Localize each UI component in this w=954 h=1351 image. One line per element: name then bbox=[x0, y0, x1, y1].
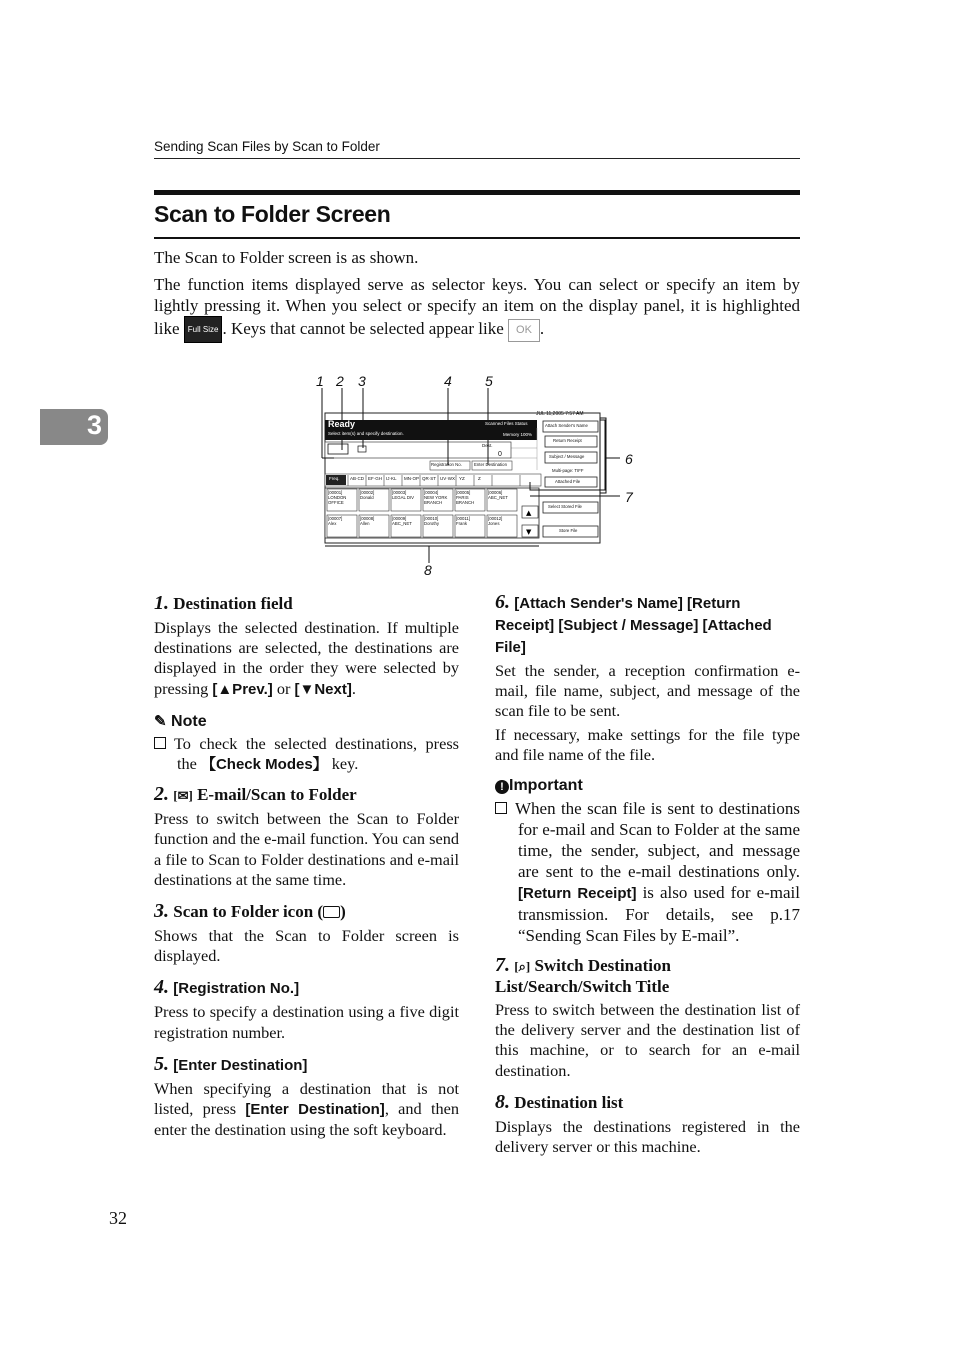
important-icon: ! bbox=[495, 780, 509, 794]
callout-3: 3 bbox=[358, 373, 366, 389]
item-6-body-1: Set the sender, a reception confirmation e-mail, file name, subject, and message of the scan file to be sent. bbox=[495, 661, 800, 721]
item-1-heading: 1. Destination field bbox=[154, 592, 293, 614]
screen-dest-5[interactable]: [00005] PARIS BRANCH bbox=[456, 490, 475, 505]
item-4-heading: 4. [Registration No.] bbox=[154, 976, 300, 999]
callout-6: 6 bbox=[625, 451, 633, 467]
callout-1: 1 bbox=[316, 373, 324, 389]
screen-dest-label: Dest. bbox=[482, 443, 493, 448]
intro-paragraph-1: The Scan to Folder screen is as shown. bbox=[154, 248, 419, 267]
item-2-heading: 2. [✉] E-mail/Scan to Folder bbox=[154, 783, 357, 806]
right-column bbox=[495, 592, 800, 1157]
screen-subject-message[interactable]: Subject / Message bbox=[549, 454, 585, 459]
page-number: 32 bbox=[109, 1208, 127, 1228]
screen-dest-6[interactable]: [00006] ABC_NET bbox=[488, 490, 508, 500]
screen-tab-4[interactable]: IJ·KL bbox=[386, 476, 397, 481]
intro-text-a: The function items displayed serve as selector keys. You can select or specify an item by lightly pressing it. When you select or specify an item on the display panel, it is highlighted like bbox=[154, 275, 800, 338]
screen-dest-2[interactable]: [00002] Donald bbox=[360, 490, 375, 500]
screen-dest-12[interactable]: [00012] Jones bbox=[488, 516, 503, 526]
screen-date: JUL 11,2005 7:57 AM bbox=[536, 411, 584, 417]
highlighted-key-sample: Full Size bbox=[184, 316, 223, 343]
note-heading: ✎ Note bbox=[154, 712, 207, 730]
screen-status: Ready bbox=[328, 419, 356, 429]
pencil-icon: ✎ bbox=[154, 712, 167, 730]
item-7-heading: 7. [⌕] Switch Destination List/Search/Switch Title bbox=[495, 954, 671, 997]
callout-8: 8 bbox=[424, 562, 432, 578]
item-3-body: Shows that the Scan to Folder screen is displayed. bbox=[154, 926, 459, 966]
svg-text:▼: ▼ bbox=[526, 528, 532, 536]
header-rule bbox=[154, 158, 800, 159]
folder-icon bbox=[323, 906, 340, 918]
screen-dest-11[interactable]: [00011] Frank bbox=[456, 516, 471, 526]
page-title: Scan to Folder Screen bbox=[154, 201, 391, 227]
item-5-heading: 5. [Enter Destination] bbox=[154, 1052, 308, 1075]
running-head: Sending Scan Files by Scan to Folder bbox=[154, 139, 380, 154]
switch-destination-icon: [⌕] bbox=[514, 959, 531, 975]
screen-dest-10[interactable]: [00010] Dorothy bbox=[424, 516, 440, 526]
screen-instruction: Select item(s) and specify destination. bbox=[328, 431, 404, 436]
screen-scanned-status: Scanned Files Status bbox=[485, 421, 528, 426]
screen-multi-page: Multi-page: TIFF bbox=[552, 468, 584, 473]
item-1-body: Displays the selected destination. If multiple destinations are selected, the destinations are displayed in the order they were selected by pressing [▲Prev.] or [▼Next]. bbox=[154, 618, 459, 698]
screen-dest-7[interactable]: [00007] Alex bbox=[328, 516, 343, 526]
screen-registration-no[interactable]: Registration No. bbox=[431, 462, 462, 467]
note-block bbox=[154, 712, 459, 775]
item-5-body: When specifying a destination that is not listed, press [Enter Destination], and then enter the destination using the soft keyboard. bbox=[154, 1078, 460, 1140]
title-rule bbox=[154, 237, 800, 239]
intro-text-b: . Keys that cannot be selected appear like bbox=[222, 319, 504, 338]
screen-dest-1[interactable]: [00001] LONDON OFFICE bbox=[328, 490, 347, 505]
screen-dest-4[interactable]: [00004] NEW YORK BRANCH bbox=[424, 490, 448, 505]
gray-key-sample: OK bbox=[508, 319, 540, 342]
callout-5: 5 bbox=[485, 373, 493, 389]
screen-tab-9[interactable]: Z bbox=[478, 476, 481, 481]
screen-return-receipt[interactable]: Return Receipt bbox=[553, 438, 582, 443]
left-column bbox=[154, 592, 459, 1140]
title-bar bbox=[154, 190, 800, 195]
screen-attached-file[interactable]: Attached File bbox=[555, 479, 581, 484]
screen-dest-3[interactable]: [00003] LEGAL DIV bbox=[392, 490, 415, 500]
screen-select-stored-file[interactable]: Select Stored File bbox=[548, 504, 582, 509]
screen-tab-freq[interactable]: Freq. bbox=[329, 476, 340, 481]
svg-text:▲: ▲ bbox=[526, 509, 532, 517]
screen-count: 0 bbox=[498, 451, 502, 458]
item-2-body: Press to switch between the Scan to Folder function and the e-mail function. You can send a file to Scan to Folder destinations and e-mail destinations at the same time. bbox=[154, 809, 459, 889]
item-7-body: Press to switch between the destination list of the delivery server and the destination list of this machine, or to search for an e-mail destination. bbox=[495, 1000, 800, 1080]
screen-memory: Memory 100% bbox=[503, 432, 533, 437]
scan-to-folder-screen-diagram bbox=[300, 370, 660, 580]
item-6-heading: 6. [Attach Sender's Name] [Return Receipt] [Subject / Message] [Attached File] bbox=[495, 591, 772, 656]
screen-tab-2[interactable]: AB·CD bbox=[350, 476, 365, 481]
item-8-body: Displays the destinations registered in the delivery server or this machine. bbox=[495, 1116, 800, 1157]
screen-dest-8[interactable]: [00008] Allen bbox=[360, 516, 375, 526]
screen-store-file[interactable]: Store File bbox=[559, 528, 578, 533]
callout-7: 7 bbox=[625, 489, 633, 505]
chapter-number: 3 bbox=[87, 410, 103, 440]
important-text: When the scan file is sent to destinations for e-mail and Scan to Folder at the same time, the sender, subject, and message are sent to the e-mail destinations only. [Return Receipt] is also used for e-mail transmission. For details, see p.17 “Sending Scan Files by E-mail”. bbox=[495, 798, 800, 946]
screen-tab-8[interactable]: YZ bbox=[459, 476, 465, 481]
intro-paragraph-2 bbox=[154, 274, 800, 343]
intro-text-c: . bbox=[539, 319, 545, 338]
callout-4: 4 bbox=[444, 373, 452, 389]
screen-dest-9[interactable]: [00009] ABC_NET bbox=[392, 516, 412, 526]
item-3-heading: 3. Scan to Folder icon ( ) bbox=[154, 900, 346, 923]
note-text: To check the selected destinations, press the 【Check Modes】 key. bbox=[154, 734, 459, 775]
screen-attach-sender[interactable]: Attach Sender's Name bbox=[545, 423, 588, 428]
important-block bbox=[495, 777, 800, 946]
callout-2: 2 bbox=[336, 373, 344, 389]
screen-tab-3[interactable]: EF·GH bbox=[368, 476, 382, 481]
screen-tab-7[interactable]: UV·WX bbox=[440, 476, 455, 481]
screen-tab-6[interactable]: QR·ST bbox=[422, 476, 436, 481]
important-heading: ! Important bbox=[495, 777, 800, 795]
item-8-heading: 8. Destination list bbox=[495, 1090, 624, 1113]
item-4-body: Press to specify a destination using a five digit registration number. bbox=[154, 1002, 459, 1042]
item-6-body-2: If necessary, make settings for the file type and file name of the file. bbox=[495, 724, 800, 764]
screen-tab-5[interactable]: MN·OP bbox=[404, 476, 419, 481]
screen-enter-destination[interactable]: Enter Destination bbox=[474, 462, 507, 467]
email-scan-icon: [✉] bbox=[173, 788, 193, 804]
